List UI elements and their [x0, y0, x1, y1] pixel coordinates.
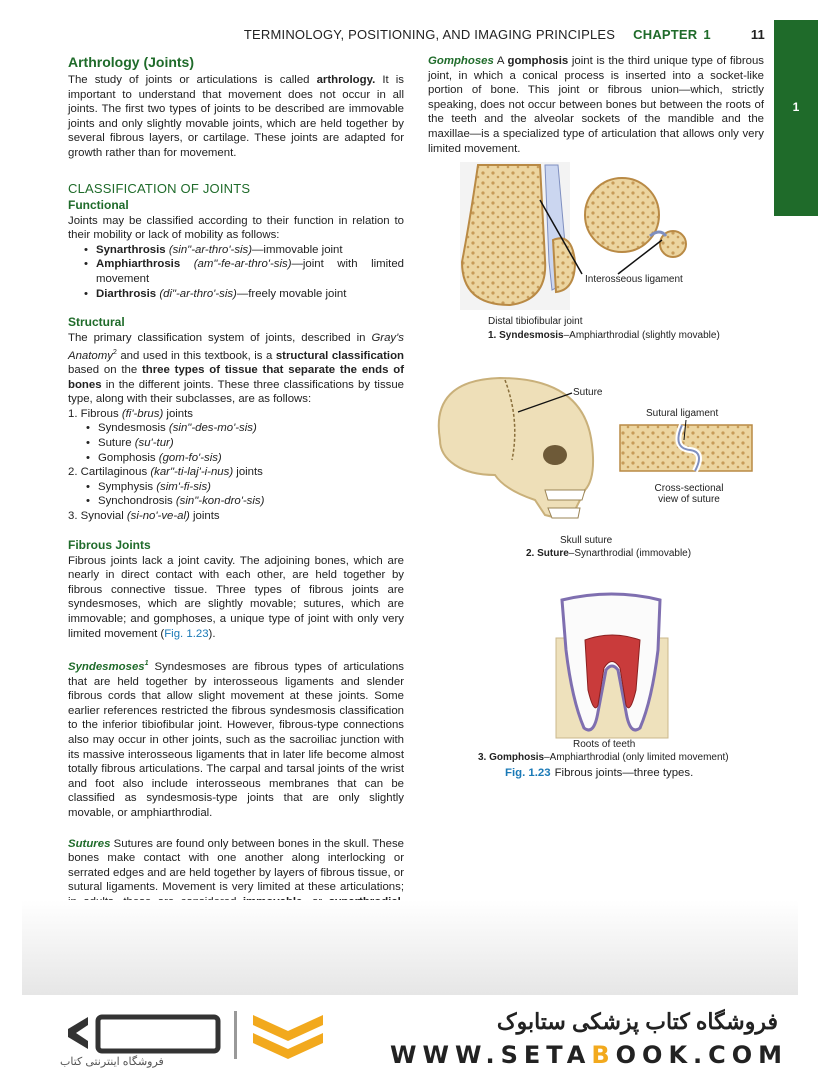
chapter-number: 1	[703, 27, 711, 42]
label-interosseous-ligament: Interosseous ligament	[585, 274, 683, 285]
intro-paragraph: The study of joints or articulations is called arthrology. It is important to understand that movement does not occur in all joints. The first two types of joints to be described are immovable joints and only slightly movable joints, which are held together by several fibrous layers, or cartilage. These joints are adapted for growth rather than for movement.	[68, 74, 404, 159]
label-suture: Suture	[573, 387, 603, 398]
tibiofibular-illustration	[460, 162, 686, 310]
chapter-tab-number: 1	[792, 100, 800, 114]
list-item: • Synarthrosis (sin"-ar-thro'-sis)—immovable joint	[84, 243, 404, 258]
list-item: • Diarthrosis (di"-ar-thro'-sis)—freely movable joint	[84, 287, 404, 302]
suture-cross-section	[620, 420, 752, 471]
label-cross-sectional: Cross-sectional view of suture	[654, 483, 724, 505]
list-item: • Suture (su'-tur)	[86, 436, 404, 451]
shop-url[interactable]: WWW.SETABOOK.COM	[390, 1041, 789, 1069]
list-item: • Symphysis (sim'-fi-sis)	[86, 480, 404, 495]
list-item: 1. Fibrous (fi'-brus) joints • Syndesmosis (sin"-des-mo'-sis) • Suture (su'-tur) • Gomphosis (gom-fo'-sis)	[68, 407, 404, 465]
list-item: • Synchondrosis (sin"-kon-dro'-sis)	[86, 494, 404, 509]
caption-suture: 2. Suture–Synarthrodial (immovable)	[526, 548, 692, 559]
list-item: • Amphiarthrosis (am"-fe-ar-thro'-sis)—joint with limited movement	[84, 257, 404, 286]
list-item: • Syndesmosis (sin"-des-mo'-sis)	[86, 421, 404, 436]
fibrous-paragraph: Fibrous joints lack a joint cavity. The adjoining bones, which are nearly in direct contact with each other, are held together by fibrous connective tissue. Three types of fibrous joints are syndesmoses, which are slightly movable; sutures, which are immovable; and gomphoses, a unique type of joint with only very limited movement (Fig. 1.23).	[68, 554, 404, 640]
list-item: 2. Cartilaginous (kar"-ti-laj'-i-nus) joints • Symphysis (sim'-fi-sis) • Synchondrosis (sin"-kon-dro'-sis)	[68, 465, 404, 509]
caption-syndesmosis: 1. Syndesmosis–Amphiarthrodial (slightly movable)	[488, 330, 720, 341]
label-roots-of-teeth: Roots of teeth	[573, 739, 636, 750]
structural-heading: Structural	[68, 315, 125, 330]
fibrous-joints-heading: Fibrous Joints	[68, 537, 151, 552]
sutures-paragraph: Sutures Sutures are found only between bones in the skull. These bones make contact with one another along interlocking or serrated edges and are held together by layers of fibrous tissue, or sutural ligaments. Movement is very limited at these articulations;	[68, 837, 404, 894]
tooth-illustration	[556, 594, 668, 738]
label-distal-tibiofibular: Distal tibiofibular joint	[488, 316, 583, 327]
functional-heading: Functional	[68, 197, 129, 212]
functional-paragraph: Joints may be classified according to their function in relation to their mobility or lack of mobility as follows:	[68, 214, 404, 242]
classification-heading: CLASSIFICATION OF JOINTS	[68, 180, 251, 196]
skull-illustration	[439, 378, 593, 518]
structural-paragraph: The primary classification system of joints, described in Gray's Anatomy$^2$ and used in this textbook, is a structural classification based on the three types of tissue that separate the ends of bones in the different joints. These three classifications by tissue type, along with their subclasses, are as follows:	[68, 332, 405, 406]
footer-fade	[22, 900, 798, 995]
footer-banner	[0, 995, 818, 1079]
figure-reference-link[interactable]: Fig. 1.23	[164, 627, 209, 640]
label-skull-suture: Skull suture	[560, 535, 613, 546]
label-sutural-ligament: Sutural ligament	[646, 408, 719, 419]
shop-name: فروشگاه کتاب پزشکی ستابوک	[496, 1009, 778, 1034]
figure-caption: Fig. 1.23 Fibrous joints—three types.	[505, 767, 694, 779]
page-number: 11	[750, 27, 765, 42]
running-header-title: TERMINOLOGY, POSITIONING, AND IMAGING PRINCIPLES	[243, 27, 616, 42]
list-item: 3. Synovial (si-no'-ve-al) joints	[68, 510, 220, 523]
syndesmoses-paragraph: Syndesmoses$^1$ Syndesmoses are fibrous types of articulations that are held together by interosseous ligaments and slender fibrous cords that allow slight movement at these joints. Some earlier references restricted the fibrous syndesmosis classification to the inferior tibiofibular joint. However, fibrous-type connections also may occur in other joints, such as the sacroiliac junction with its massive interosseous ligaments that in later life become almost totally fibrous articulations. The carpal and tarsal joints of the wrist and foot also include interosseous membranes that can be classified as syndesmosis-type joints that are only slightly movable, or amphiarthrodial.	[68, 660, 404, 819]
logo-subtitle: فروشگاه اینترنتی کتاب	[60, 1056, 164, 1068]
section-heading-arthrology: Arthrology (Joints)	[68, 54, 194, 70]
gomphoses-paragraph: Gomphoses A gomphosis joint is the third unique type of fibrous joint, in which a conical process is inserted into a socket-like portion of bone. This joint or fibrous union—which, strictly speaking, does not occur between bones but between the roots of the teeth and the alveolar sockets of the mandible and the maxillae—is a specialized type of articulation that allows only very limited movement.	[428, 55, 765, 155]
chapter-label: CHAPTER	[633, 27, 698, 42]
caption-gomphosis: 3. Gomphosis–Amphiarthrodial (only limited movement)	[478, 752, 729, 763]
list-item: • Gomphosis (gom-fo'-sis)	[86, 451, 404, 466]
